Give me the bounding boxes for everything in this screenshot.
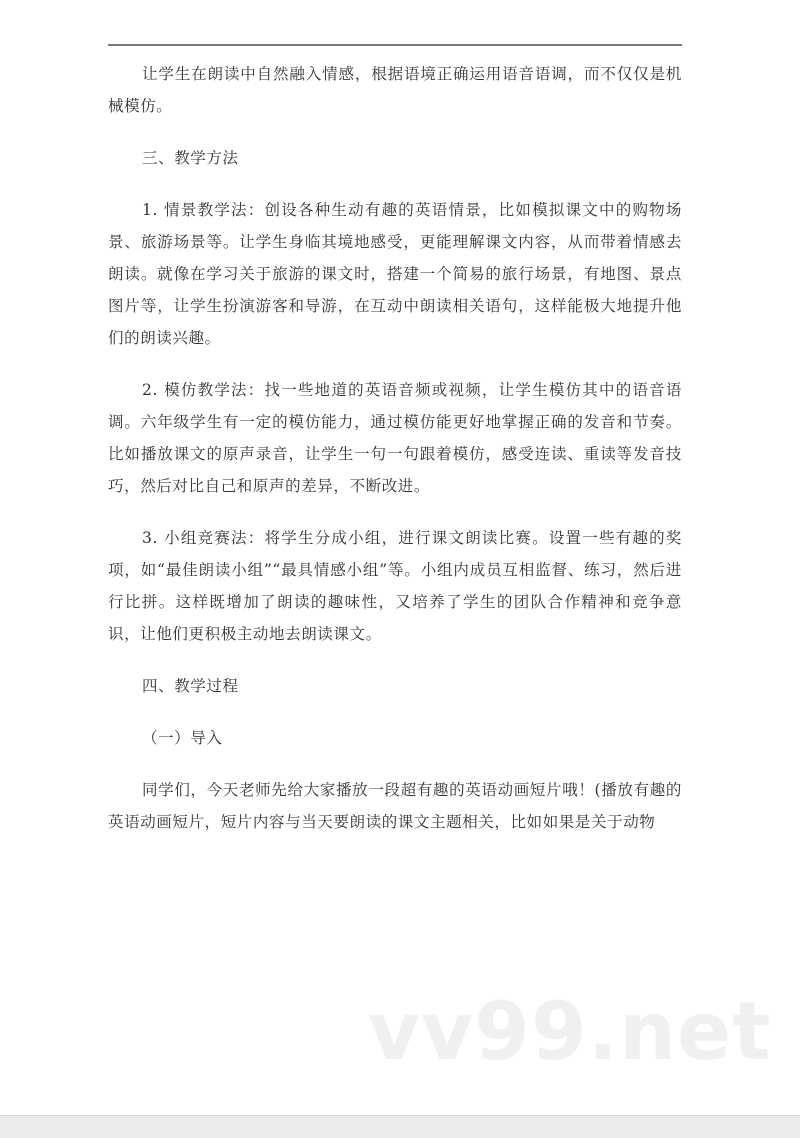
section-heading-teaching-methods: 三、教学方法 bbox=[142, 149, 239, 167]
paragraph-introduction: 同学们，今天老师先给大家播放一段超有趣的英语动画短片哦！(播放有趣的英语动画短片，短片内容与当天要朗读的课文主题相关，比如如果是关于动物 bbox=[108, 781, 682, 831]
header-rule bbox=[108, 44, 682, 46]
subsection-heading-introduction: （一）导入 bbox=[142, 729, 223, 747]
section-heading-teaching-process: 四、教学过程 bbox=[142, 677, 239, 695]
document-body bbox=[108, 58, 682, 858]
paragraph-method-1: 1. 情景教学法：创设各种生动有趣的英语情景，比如模拟课文中的购物场景、旅游场景等。让学生身临其境地感受，更能理解课文内容，从而带着情感去朗读。就像在学习关于旅游的课文时，搭建一个简易的旅行场景，有地图、景点图片等，让学生扮演游客和导游，在互动中朗读相关语句，这样能极大地提升他们的朗读兴趣。 bbox=[108, 201, 682, 347]
paragraph-method-3: 3. 小组竞赛法：将学生分成小组，进行课文朗读比赛。设置一些有趣的奖项，如“最佳朗读小组”“最具情感小组”等。小组内成员互相监督、练习，然后进行比拼。这样既增加了朗读的趣味性，又培养了学生的团队合作精神和竞争意识，让他们更积极主动地去朗读课文。 bbox=[108, 529, 682, 643]
paragraph-method-2: 2. 模仿教学法：找一些地道的英语音频或视频，让学生模仿其中的语音语调。六年级学生有一定的模仿能力，通过模仿能更好地掌握正确的发音和节奏。比如播放课文的原声录音，让学生一句一句跟着模仿，感受连读、重读等发音技巧，然后对比自己和原声的差异，不断改进。 bbox=[108, 381, 682, 495]
watermark-logo: vv99.net bbox=[368, 985, 772, 1078]
viewer-bottom-strip bbox=[0, 1115, 800, 1138]
paragraph-intro-continuation: 让学生在朗读中自然融入情感，根据语境正确运用语音语调，而不仅仅是机械模仿。 bbox=[108, 65, 682, 115]
